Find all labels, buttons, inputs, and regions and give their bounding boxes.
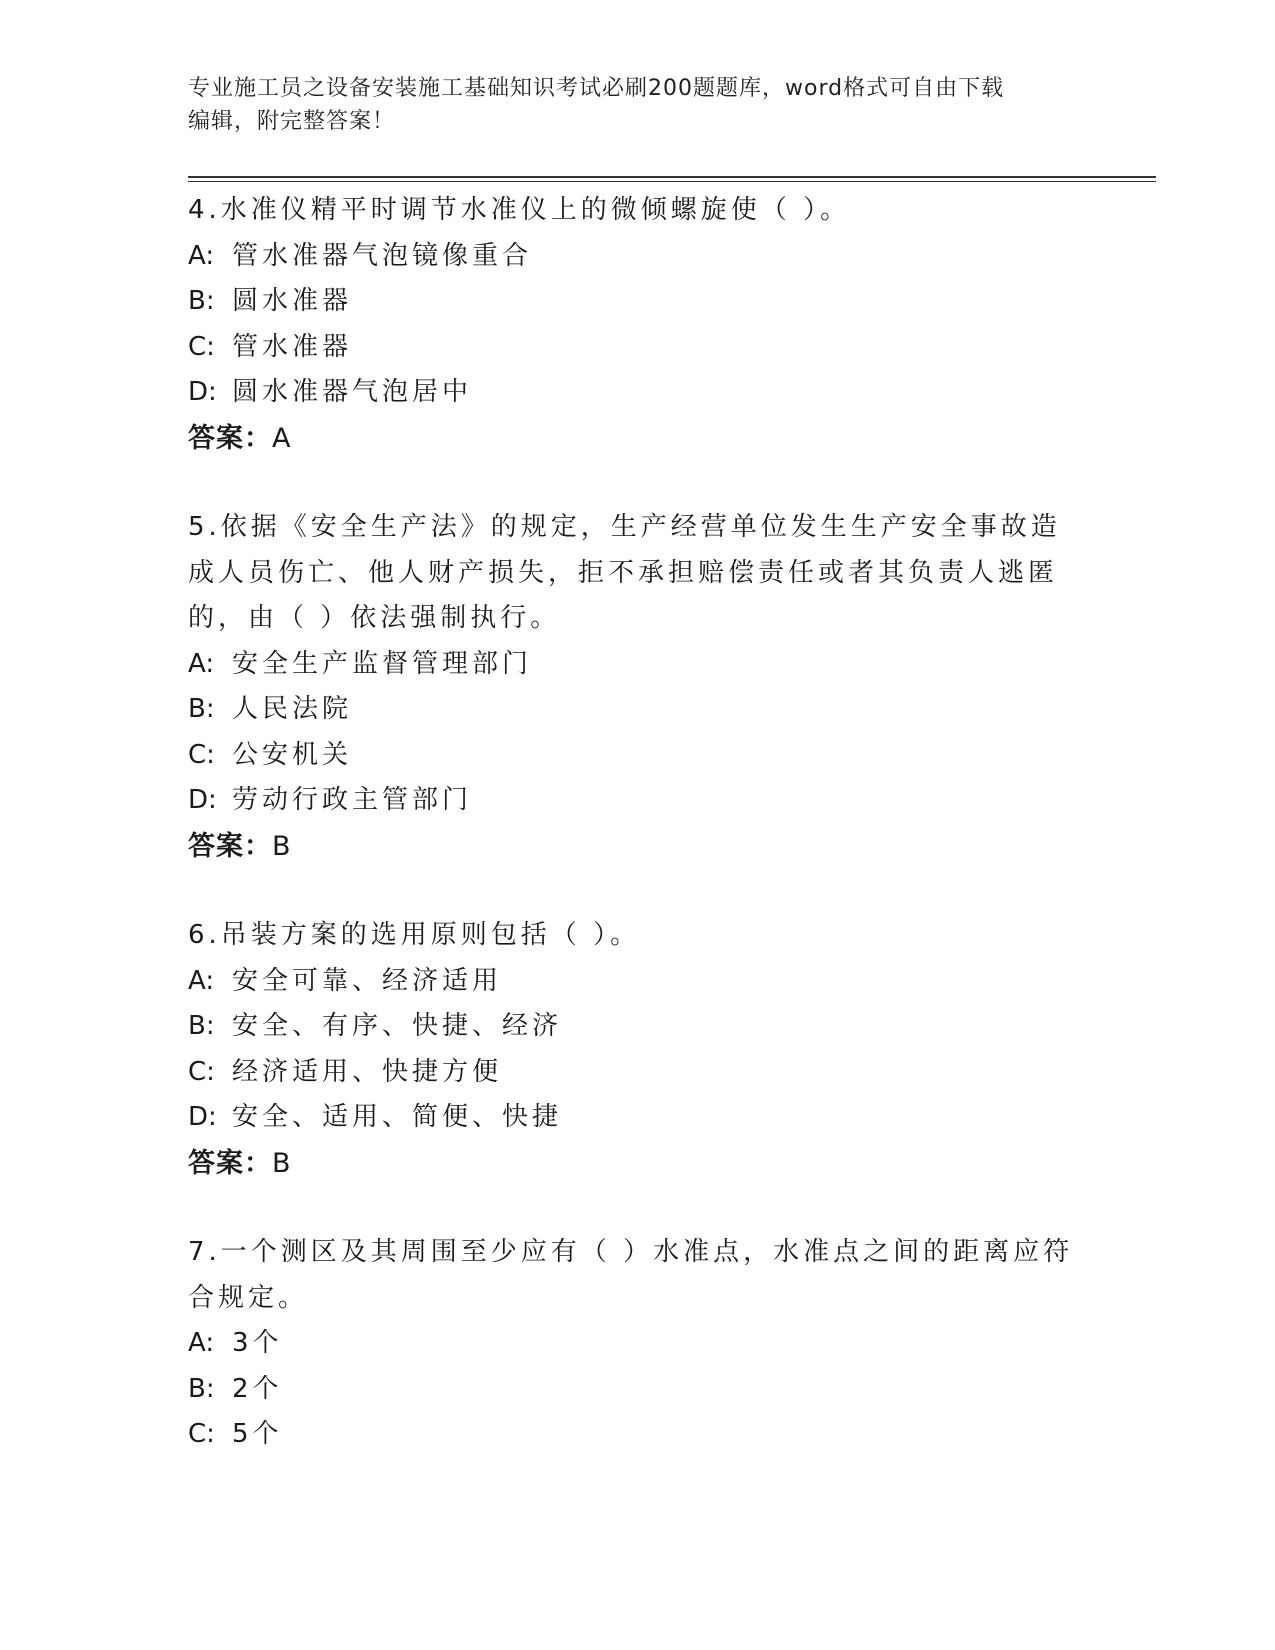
option-text: 安全、适用、简便、快捷 [232,1102,563,1132]
option-text: 5个 [232,1419,283,1449]
answer [188,416,1088,462]
option-d [188,1095,1088,1141]
header-divider-thin [188,181,1156,182]
question-text: 6.吊装方案的选用原则包括（ ）。 [188,920,641,950]
option-text: 管水准器气泡镜像重合 [232,240,533,271]
answer-label: 答案： [188,1147,272,1179]
question-text: 4.水准仪精平时调节水准仪上的微倾螺旋使（ ）。 [188,195,851,225]
option-d [188,370,1088,416]
document-header [188,72,1088,138]
answer [188,1141,1088,1187]
question-7 [188,1230,1088,1458]
header-title-line-2: 编辑，附完整答案！ [188,109,396,134]
option-key: C: [188,331,215,362]
option-key: D: [188,377,217,407]
option-key: A: [188,648,215,679]
option-text: 安全可靠、经济适用 [232,965,503,996]
option-text: 2个 [232,1373,283,1404]
option-text: 经济适用、快捷方便 [232,1056,503,1087]
answer-value: B [272,1147,292,1179]
option-text: 劳动行政主管部门 [232,785,473,815]
option-b [188,279,1088,325]
option-key: C: [188,739,215,770]
option-key: B: [188,1011,215,1041]
question-4 [188,188,1088,461]
question-list [188,188,1088,1502]
option-text: 圆水准器气泡居中 [232,377,473,407]
option-key: D: [188,1102,217,1132]
option-b [188,687,1088,733]
option-key: B: [188,694,215,724]
option-key: D: [188,785,217,815]
option-c [188,733,1088,779]
option-d [188,778,1088,824]
option-key: A: [188,1328,215,1358]
header-title-line-1: 专业施工员之设备安装施工基础知识考试必刷200题题库，word格式可自由下载 [188,76,1005,101]
option-key: C: [188,1056,215,1087]
question-6 [188,913,1088,1186]
answer-label: 答案： [188,422,272,454]
option-b [188,1004,1088,1050]
option-c [188,1412,1088,1458]
answer-label: 答案： [188,830,272,862]
option-text: 3个 [232,1328,283,1358]
option-text: 圆水准器 [232,286,353,316]
option-key: B: [188,286,215,316]
option-key: A: [188,965,215,996]
option-text: 管水准器 [232,331,353,362]
option-text: 安全、有序、快捷、经济 [232,1011,563,1041]
option-a [188,234,1088,280]
option-text: 安全生产监督管理部门 [232,648,533,679]
option-text: 人民法院 [232,694,353,724]
answer [188,824,1088,870]
option-text: 公安机关 [232,739,353,770]
question-5 [188,505,1088,869]
option-a [188,1321,1088,1367]
question-text: 7.一个测区及其周围至少应有（ ）水准点，水准点之间的距离应符合规定。 [188,1237,1074,1313]
option-b [188,1367,1088,1413]
header-divider [188,176,1156,178]
answer-value: B [272,830,292,862]
option-c [188,325,1088,371]
option-a [188,959,1088,1005]
answer-value: A [272,422,292,454]
option-c [188,1050,1088,1096]
option-key: B: [188,1373,215,1404]
option-key: C: [188,1419,215,1449]
option-key: A: [188,240,215,271]
question-text: 5.依据《安全生产法》的规定，生产经营单位发生生产安全事故造成人员伤亡、他人财产损失，拒不承担赔偿责任或者其负责人逃匿的，由（ ）依法强制执行。 [188,512,1061,633]
option-a [188,642,1088,688]
